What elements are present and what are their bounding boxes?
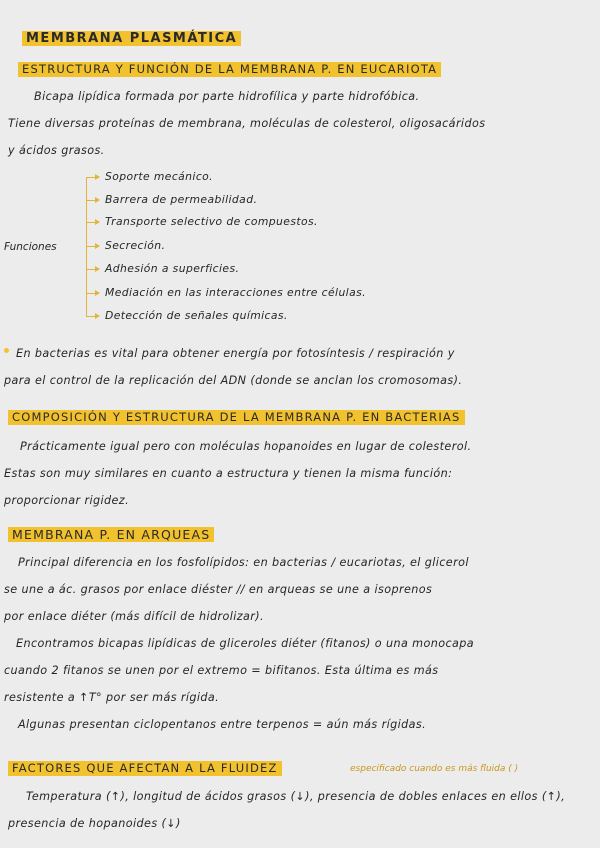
fluidez-note: especificado cuando es más fluida ( ) xyxy=(350,764,519,774)
funcion-item: Soporte mecánico. xyxy=(105,170,213,183)
text-line: Prácticamente igual pero con moléculas hopanoides en lugar de colesterol. xyxy=(20,440,472,453)
funcion-item: Adhesión a superficies. xyxy=(105,262,240,275)
text-line: Encontramos bicapas lipídicas de gliceroles diéter (fitanos) o una monocapa xyxy=(16,637,475,650)
text-line: Algunas presentan ciclopentanos entre terpenos = aún más rígidas. xyxy=(18,718,427,731)
page-title: MEMBRANA PLASMÁTICA xyxy=(22,31,241,46)
text-line: Bicapa lipídica formada por parte hidrofílica y parte hidrofóbica. xyxy=(34,90,420,103)
text-line: por enlace diéter (más difícil de hidrolizar). xyxy=(4,610,264,623)
funcion-item: Secreción. xyxy=(105,239,166,252)
heading-arqueas: MEMBRANA P. EN ARQUEAS xyxy=(8,527,214,542)
funciones-label: Funciones xyxy=(4,241,57,253)
text-line: resistente a ↑T° por ser más rígida. xyxy=(4,691,220,704)
funcion-item: Transporte selectivo de compuestos. xyxy=(105,215,318,228)
text-line: se une a ác. grasos por enlace diéster // en arqueas se une a isoprenos xyxy=(4,583,433,596)
text-line: proporcionar rigidez. xyxy=(4,494,130,507)
arrow-icon xyxy=(87,269,97,270)
text-line: Principal diferencia en los fosfolípidos: en bacterias / eucariotas, el glicerol xyxy=(18,556,469,569)
arrow-icon xyxy=(87,177,97,178)
text-line: Tiene diversas proteínas de membrana, moléculas de colesterol, oligosacáridos xyxy=(8,117,486,130)
arrow-icon xyxy=(87,293,97,294)
text-line: Temperatura (↑), longitud de ácidos grasos (↓), presencia de dobles enlaces en ellos (↑), xyxy=(26,790,566,803)
arrow-icon xyxy=(87,200,97,201)
funcion-item: Mediación en las interacciones entre células. xyxy=(105,286,366,299)
text-line: cuando 2 fitanos se unen por el extremo = bifitanos. Esta última es más xyxy=(4,664,439,677)
text-line: y ácidos grasos. xyxy=(8,144,105,157)
funcion-item: Barrera de permeabilidad. xyxy=(105,193,258,206)
text-line: Estas son muy similares en cuanto a estructura y tienen la misma función: xyxy=(4,467,453,480)
heading-eucariota: ESTRUCTURA Y FUNCIÓN DE LA MEMBRANA P. EN EUCARIOTA xyxy=(18,62,441,77)
heading-fluidez: FACTORES QUE AFECTAN A LA FLUIDEZ xyxy=(8,761,282,776)
text-line: para el control de la replicación del ADN (donde se anclan los cromosomas). xyxy=(4,374,463,387)
funcion-item: Detección de señales químicas. xyxy=(105,309,288,322)
arrow-icon xyxy=(87,222,97,223)
arrow-icon xyxy=(87,246,97,247)
text-line: En bacterias es vital para obtener energía por fotosíntesis / respiración y xyxy=(16,347,455,360)
text-line: presencia de hopanoides (↓) xyxy=(8,817,181,830)
arrow-icon xyxy=(87,316,97,317)
bullet-icon xyxy=(4,348,9,353)
heading-bacterias: COMPOSICIÓN Y ESTRUCTURA DE LA MEMBRANA P. EN BACTERIAS xyxy=(8,410,465,425)
